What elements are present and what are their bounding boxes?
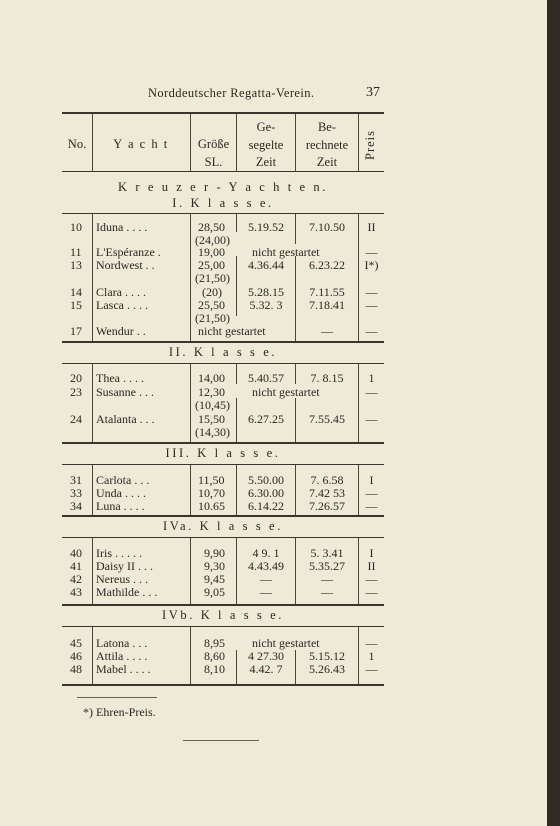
row-yacht: Mabel . . . .: [96, 662, 151, 676]
row-prize: —: [365, 412, 378, 426]
row-no: 15: [70, 298, 82, 312]
row-yacht: Luna . . . .: [96, 499, 145, 513]
row-size: 25,00: [198, 258, 225, 272]
row-calc-time: 5.26.43: [309, 662, 345, 676]
row-prize: —: [365, 285, 378, 299]
section-title-class-3: III. K l a s s e.: [165, 446, 281, 460]
row-prize: I: [369, 546, 374, 560]
row-prize: I: [369, 473, 374, 487]
header-divider-1: [92, 114, 93, 171]
col-divider-2-class-3: [190, 465, 191, 515]
row-no: 34: [70, 499, 82, 513]
section-top-rule-class-3: [62, 442, 384, 444]
row-no: 45: [70, 636, 82, 650]
header-size-line1: Größe: [197, 137, 230, 151]
header-prize: Preis: [363, 130, 377, 160]
section-top-rule-class-4a: [62, 515, 384, 517]
row-yacht: Clara . . . .: [96, 285, 146, 299]
row-sailed-time: 4 27.30: [248, 649, 284, 663]
row-size-handicap: (21,50): [195, 271, 230, 285]
row-size: 8,60: [204, 649, 225, 663]
row-yacht: L'Espéranze .: [96, 245, 161, 259]
row-no: 13: [70, 258, 82, 272]
row-prize: —: [365, 385, 378, 399]
page-edge: [547, 0, 560, 826]
row-sailed-time: 5.50.00: [248, 473, 284, 487]
row-calc-time: 7.10.50: [309, 220, 345, 234]
row-yacht: Wendur . .: [96, 324, 146, 338]
header-divider-2: [190, 114, 191, 171]
row-sailed-time: 6.30.00: [248, 486, 284, 500]
header-divider-3: [236, 114, 237, 171]
row-no: 42: [70, 572, 82, 586]
row-sailed-time: 5.19.52: [248, 220, 284, 234]
row-status: nicht gestartet: [252, 385, 320, 399]
header-sailed-line1: Ge-: [256, 120, 276, 134]
row-calc-time: 7. 8.15: [310, 371, 344, 385]
row-no: 43: [70, 585, 82, 599]
row-yacht: Iris . . . . .: [96, 546, 142, 560]
row-no: 41: [70, 559, 82, 573]
row-size: 11,50: [198, 473, 225, 487]
row-size: 15,50: [198, 412, 225, 426]
row-prize: —: [365, 585, 378, 599]
section-top-rule-class-4b: [62, 604, 384, 606]
row-size: 9,30: [204, 559, 225, 573]
row-sailed-time: 4.43.49: [248, 559, 284, 573]
header-calc-line2: rechnete: [305, 138, 349, 152]
main-section-title: K r e u z e r - Y a c h t e n.: [117, 180, 328, 194]
row-sailed-time: 5.28.15: [248, 285, 284, 299]
row-prize: —: [365, 245, 378, 259]
row-calc-time: 7. 6.58: [310, 473, 344, 487]
row-size: 9,45: [204, 572, 225, 586]
footnote-rule: [77, 697, 157, 698]
row-size-handicap: (24,00): [195, 233, 230, 247]
row-yacht: Attila . . . .: [96, 649, 148, 663]
header-no: No.: [67, 137, 87, 151]
row-size: 10,70: [198, 486, 225, 500]
row-yacht: Unda . . . .: [96, 486, 146, 500]
row-size-handicap: (10,45): [195, 398, 230, 412]
col-divider-1-class-2: [92, 364, 93, 442]
row-sailed-time: 5.40.57: [248, 371, 284, 385]
row-yacht: Atalanta . . .: [96, 412, 155, 426]
row-no: 14: [70, 285, 82, 299]
row-yacht: Nordwest . .: [96, 258, 155, 272]
row-calc-time: 7.11.55: [309, 285, 345, 299]
row-sailed-time: 4 9. 1: [252, 546, 280, 560]
row-no: 20: [70, 371, 82, 385]
header-divider-4: [295, 114, 296, 171]
row-prize: II: [367, 559, 376, 573]
header-divider-5: [358, 114, 359, 171]
row-no: 17: [70, 324, 82, 338]
section-rule-class-2: [62, 363, 384, 364]
header-yacht: Y a c h t: [113, 137, 169, 151]
row-size: 10.65: [198, 499, 225, 513]
col-divider-2-class-4b: [190, 627, 191, 684]
row-calc-time: 5.35.27: [309, 559, 345, 573]
row-size: 28,50: [198, 220, 225, 234]
row-size: 8,10: [204, 662, 225, 676]
row-size: 14,00: [198, 371, 225, 385]
row-yacht: Iduna . . . .: [96, 220, 148, 234]
row-no: 24: [70, 412, 82, 426]
row-prize: 1: [368, 649, 375, 663]
col-divider-1-class-3: [92, 465, 93, 515]
section-rule-class-4a: [62, 537, 384, 538]
header-sailed-line2: segelte: [248, 138, 284, 152]
row-prize: —: [365, 486, 378, 500]
row-yacht: Mathilde . . .: [96, 585, 158, 599]
footnote: *) Ehren-Preis.: [83, 705, 156, 719]
page-number: 37: [366, 85, 380, 100]
row-no: 46: [70, 649, 82, 663]
section-title-class-4a: IVa. K l a s s e.: [163, 519, 283, 533]
col-divider-2: [190, 214, 191, 341]
header-bottom-rule: [62, 171, 384, 172]
section-title-class-4b: IVb. K l a s s e.: [162, 608, 284, 622]
section-rule-class-3: [62, 464, 384, 465]
row-calc-time: 5. 3.41: [310, 546, 344, 560]
col-divider-1: [92, 214, 93, 341]
row-no: 31: [70, 473, 82, 487]
row-calc-time: 5.15.12: [309, 649, 345, 663]
row-yacht: Nereus . . .: [96, 572, 148, 586]
col-divider-2-class-2: [190, 364, 191, 442]
section-top-rule-class-2: [62, 341, 384, 343]
row-calc-time: —: [321, 585, 333, 599]
row-size: 9,90: [204, 546, 225, 560]
section-title-class-2: II. K l a s s e.: [168, 345, 278, 359]
row-calc-time: —: [321, 324, 333, 338]
table-bottom-rule: [62, 684, 384, 686]
row-status: nicht gestartet: [252, 245, 320, 259]
col-divider-2-class-4a: [190, 538, 191, 604]
row-no: 33: [70, 486, 82, 500]
row-yacht: Carlota . . .: [96, 473, 150, 487]
row-yacht: Lasca . . . .: [96, 298, 148, 312]
col-divider-1-class-4a: [92, 538, 93, 604]
row-prize: —: [365, 324, 378, 338]
row-size-handicap: (14,30): [195, 425, 230, 439]
row-sailed-time: —: [260, 585, 272, 599]
row-status: nicht gestartet: [252, 636, 320, 650]
row-yacht: Thea . . . .: [96, 371, 144, 385]
end-rule: [183, 740, 259, 741]
row-yacht: Latona . . .: [96, 636, 148, 650]
header-size-line2: SL.: [204, 155, 223, 169]
row-status: nicht gestartet: [198, 324, 266, 338]
row-calc-time: 6.23.22: [309, 258, 345, 272]
section-rule-class-4b: [62, 626, 384, 627]
row-calc-time: —: [321, 572, 333, 586]
row-size: 25,50: [198, 298, 225, 312]
section-rule-class-1: [62, 213, 384, 214]
row-sailed-time: 6.27.25: [248, 412, 284, 426]
row-prize: —: [365, 298, 378, 312]
row-no: 23: [70, 385, 82, 399]
row-no: 10: [70, 220, 82, 234]
row-yacht: Daisy II . . .: [96, 559, 153, 573]
row-prize: II: [367, 220, 376, 234]
row-prize: —: [365, 499, 378, 513]
row-no: 11: [70, 245, 82, 259]
row-prize: —: [365, 572, 378, 586]
row-prize: I*): [364, 258, 379, 272]
row-size: 19,00: [198, 245, 225, 259]
row-calc-time: 7.55.45: [309, 412, 345, 426]
header-sailed-line3: Zeit: [255, 155, 277, 169]
row-sailed-time: 4.42. 7: [249, 662, 283, 676]
row-size: 12,30: [198, 385, 225, 399]
row-calc-time: 7.26.57: [309, 499, 345, 513]
table-top-rule: [62, 112, 384, 114]
row-sailed-time: 6.14.22: [248, 499, 284, 513]
col-divider-1-class-4b: [92, 627, 93, 684]
header-calc-line3: Zeit: [316, 155, 338, 169]
running-title: Norddeutscher Regatta-Verein.: [148, 86, 315, 100]
row-sailed-time: 4.36.44: [248, 258, 284, 272]
row-size: 8,95: [204, 636, 225, 650]
row-no: 40: [70, 546, 82, 560]
row-size-handicap: (21,50): [195, 311, 230, 325]
row-prize: —: [365, 636, 378, 650]
row-calc-time: 7.18.41: [309, 298, 345, 312]
row-calc-time: 7.42 53: [309, 486, 345, 500]
header-calc-line1: Be-: [317, 120, 337, 134]
row-prize: —: [365, 662, 378, 676]
row-prize: 1: [368, 371, 375, 385]
row-sailed-time: 5.32. 3: [249, 298, 283, 312]
section-title-class-1: I. K l a s s e.: [172, 196, 274, 210]
row-no: 48: [70, 662, 82, 676]
row-yacht: Susanne . . .: [96, 385, 154, 399]
row-size: 9,05: [204, 585, 225, 599]
row-sailed-time: —: [260, 572, 272, 586]
row-size: (20): [202, 285, 222, 299]
